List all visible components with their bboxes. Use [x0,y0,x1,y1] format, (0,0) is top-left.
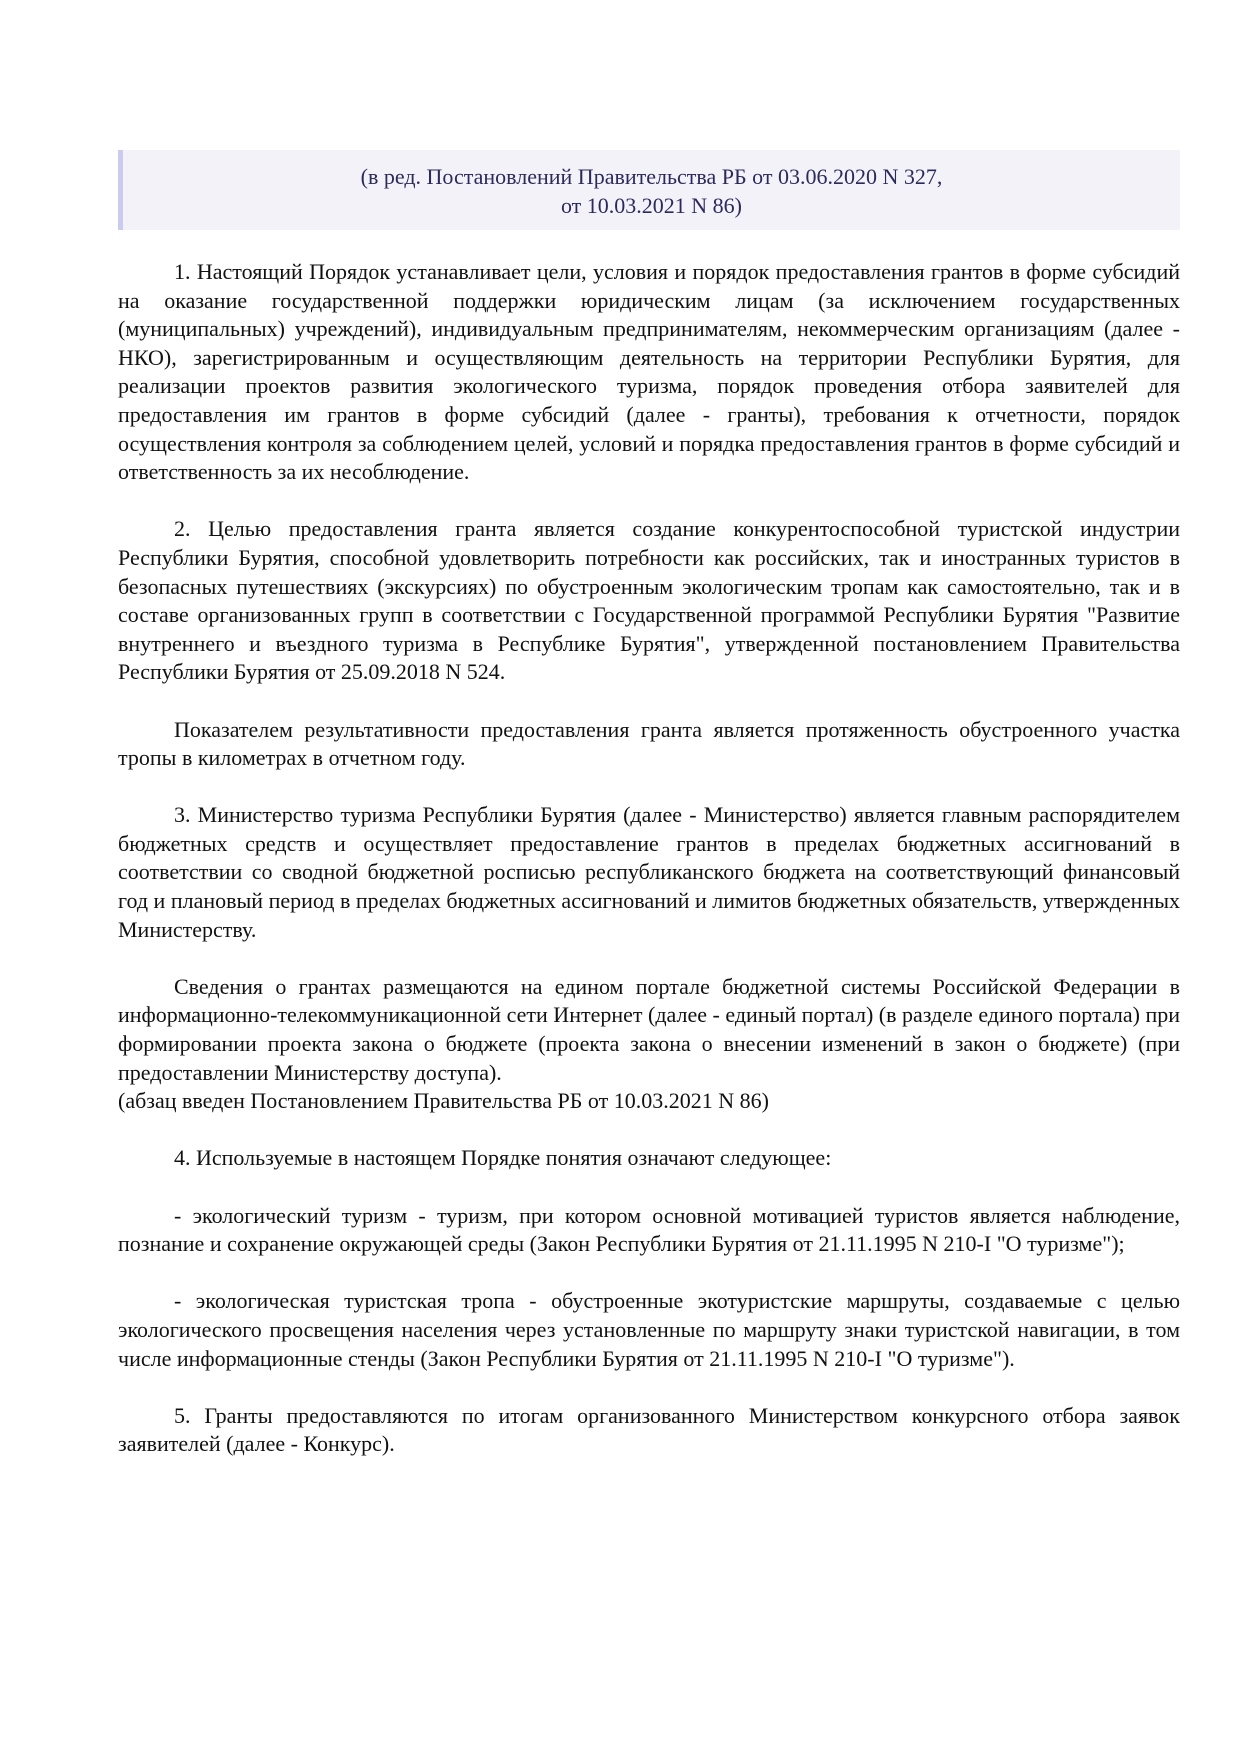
definition-eco-tourism: - экологический туризм - туризм, при котором основной мотивацией туристов является наблюдение, познание и сохранение окружающей среды (Закон Республики Бурятия от 21.11.1995 N 210-I "О туризме"); [118,1202,1180,1257]
paragraph-5: 5. Гранты предоставляются по итогам организованного Министерством конкурсного отбора заявок заявителей (далее - Конкурс). [118,1402,1180,1457]
revision-note-line1: (в ред. Постановлений Правительства РБ от 03.06.2020 N 327, [360,164,943,189]
document-body [118,258,1180,1488]
paragraph-4: 4. Используемые в настоящем Порядке понятия означают следующее: [174,1145,832,1171]
paragraph-grant-info: Сведения о грантах размещаются на едином портале бюджетной системы Российской Федерации в информационно-телекоммуникационной сети Интернет (далее - единый портал) (в разделе единого портала) при формировании проекта закона о бюджете (проекта закона о внесении изменений в закон о бюджете) (при предоставлении Министерству доступа). [118,973,1180,1085]
revision-note-line2: от 10.03.2021 N 86) [560,193,743,218]
revision-note [118,150,1180,230]
paragraph-3: 3. Министерство туризма Республики Бурятия (далее - Министерство) является главным распорядителем бюджетных средств и осуществляет предоставление грантов в пределах бюджетных ассигнований в соответствии со сводной бюджетной росписью республиканского бюджета на соответствующий финансовый год и плановый период в пределах бюджетных ассигнований и лимитов бюджетных обязательств, утвержденных Министерству. [118,802,1180,942]
definition-eco-trail: - экологическая туристская тропа - обустроенные экотуристские маршруты, создаваемые с целью экологического просвещения населения через установленные по маршруту знаки туристской навигации, в том числе информационные стенды (Закон Республики Бурятия от 21.11.1995 N 210-I "О туризме"). [118,1288,1180,1371]
paragraph-1: 1. Настоящий Порядок устанавливает цели, условия и порядок предоставления грантов в форме субсидий на оказание государственной поддержки юридическим лицам (за исключением государственных (муниципальных) учреждений), индивидуальным предпринимателям, некоммерческим организациям (далее - НКО), зарегистрированным и осуществляющим деятельность на территории Республики Бурятия, для реализации проектов развития экологического туризма, порядок проведения отбора заявителей для предоставления им грантов в форме субсидий (далее - гранты), требования к отчетности, порядок осуществления контроля за соблюдением целей, условий и порядка предоставления грантов в форме субсидий и ответственность за их несоблюдение. [118,259,1180,485]
paragraph-2: 2. Целью предоставления гранта является создание конкурентоспособной туристской индустрии Республики Бурятия, способной удовлетворить потребности как российских, так и иностранных туристов в безопасных путешествиях (экскурсиях) по обустроенным экологическим тропам как самостоятельно, так и в составе организованных групп в соответствии с Государственной программой Республики Бурятия "Развитие внутреннего и въездного туризма в Республике Бурятия", утвержденной постановлением Правительства Республики Бурятия от 25.09.2018 N 524. [118,516,1180,685]
paragraph-indicator: Показателем результативности предоставления гранта является протяженность обустроенного участка тропы в километрах в отчетном году. [118,716,1180,771]
amendment-note: (абзац введен Постановлением Правительства РБ от 10.03.2021 N 86) [118,1088,769,1114]
